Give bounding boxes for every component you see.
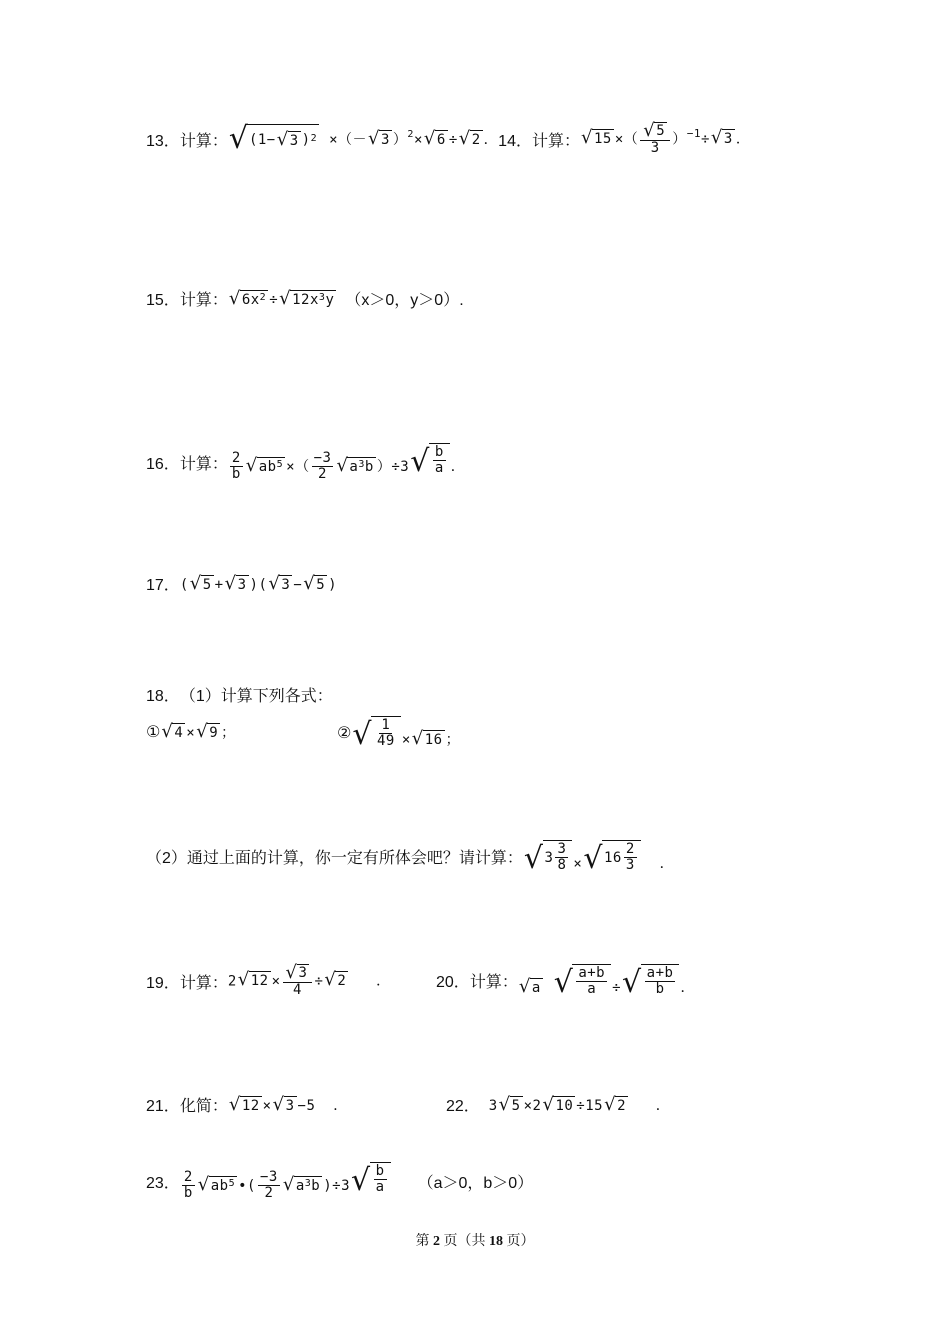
problem-20: 20． 计算： √ a √ $\frac{a+b}{a}$ ÷ √ $\frac{a+b}{b}$ ． bbox=[436, 964, 695, 1000]
problem-label: 计算： bbox=[179, 456, 228, 474]
item-marker: ② bbox=[337, 724, 352, 742]
problem-number: 22． bbox=[446, 1098, 480, 1115]
condition: （x＞0，y＞0）. bbox=[345, 292, 464, 309]
problem-number: 15． bbox=[146, 292, 180, 309]
problem-18-part1 bbox=[146, 683, 333, 706]
problem-17: 17． ( √ 5 + √ 3 )( √ 3 − √ 5 ) bbox=[146, 572, 338, 594]
problem-21: 21． 化简： √ 12 × √ 3 −5 ． bbox=[146, 1093, 348, 1115]
page-footer bbox=[0, 1230, 950, 1250]
problem-number: 17． bbox=[146, 577, 180, 594]
problem-15: 15． 计算： √ 6x $^2$ ÷ √ 12x $^3$ y （x＞0，y＞0）. bbox=[146, 287, 464, 309]
problem-number: 20． bbox=[436, 974, 470, 992]
problem-label: 计算： bbox=[179, 292, 228, 309]
problem-number: 18． bbox=[146, 688, 180, 705]
footer-middle: 页（共 bbox=[443, 1234, 486, 1249]
problem-label: 计算： bbox=[469, 974, 518, 992]
problem-number: 19． bbox=[146, 974, 180, 992]
problem-number: 23． bbox=[146, 1175, 180, 1193]
problem-23: 23． $\frac{2}{b}$ √ ab $^5$ •( $\frac{-3}{2}$ √ a $^3$ b )÷3 √ $\frac{b}{a}$ （a＞0，b＞0） bbox=[146, 1162, 534, 1202]
problem-22: 22． 3 √ 5 ×2 √ 10 ÷15 √ 2 ． bbox=[446, 1093, 671, 1115]
problem-18-item1: ① √ 4 × √ 9 ； bbox=[146, 721, 236, 742]
condition: （a＞0，b＞0） bbox=[417, 1175, 534, 1193]
problem-label: 计算： bbox=[179, 132, 228, 150]
problem-number: 13． bbox=[146, 132, 180, 150]
total-pages: 18 bbox=[489, 1234, 503, 1249]
footer-suffix: 页） bbox=[506, 1234, 535, 1249]
part-label: （2）通过上面的计算，你一定有所体会吧？请计算： bbox=[146, 850, 523, 868]
problem-number: 21． bbox=[146, 1098, 180, 1115]
problem-18-item2: ② √ $\frac{1}{49}$ × √ 16 ； bbox=[337, 716, 461, 752]
footer-prefix: 第 bbox=[415, 1234, 430, 1249]
problem-13-14-line: 13． 计算： √ (1− √ 3 ) $^2$ ×（－ √ 3 ）$^2$× √ 6 ÷ √ 2 ． 14． 计算： √ 15 ×（ √ 5 3 ）$^{-1}$÷ √ 3 ． bbox=[146, 120, 751, 157]
problem-19: 19． 计算： 2 √ 12 × √ 3 4 ÷ √ 2 ． bbox=[146, 962, 391, 999]
problem-label: 计算： bbox=[531, 132, 580, 150]
item-marker: ① bbox=[146, 724, 161, 741]
sqrt-expression: √ (1− √ 3 ) $^2$ bbox=[228, 121, 318, 157]
problem-number: 14． bbox=[498, 132, 532, 150]
problem-label: 化简： bbox=[179, 1098, 228, 1115]
problem-16: 16． 计算： $\frac{2}{b}$ √ ab $^5$ ×（ $\frac{-3}{2}$ √ a $^3$ b ）÷3 √ $\frac{b}{a}$ ． bbox=[146, 443, 466, 483]
problem-label: 计算： bbox=[179, 974, 228, 992]
problem-number: 16． bbox=[146, 456, 180, 474]
page-number: 2 bbox=[433, 1234, 440, 1249]
part-label: （1）计算下列各式： bbox=[179, 688, 333, 705]
problem-18-part2: （2）通过上面的计算，你一定有所体会吧？请计算： √ 3 $\frac{3}{8}$ × √ 16 $\frac{2}{3}$ ． bbox=[146, 840, 675, 876]
